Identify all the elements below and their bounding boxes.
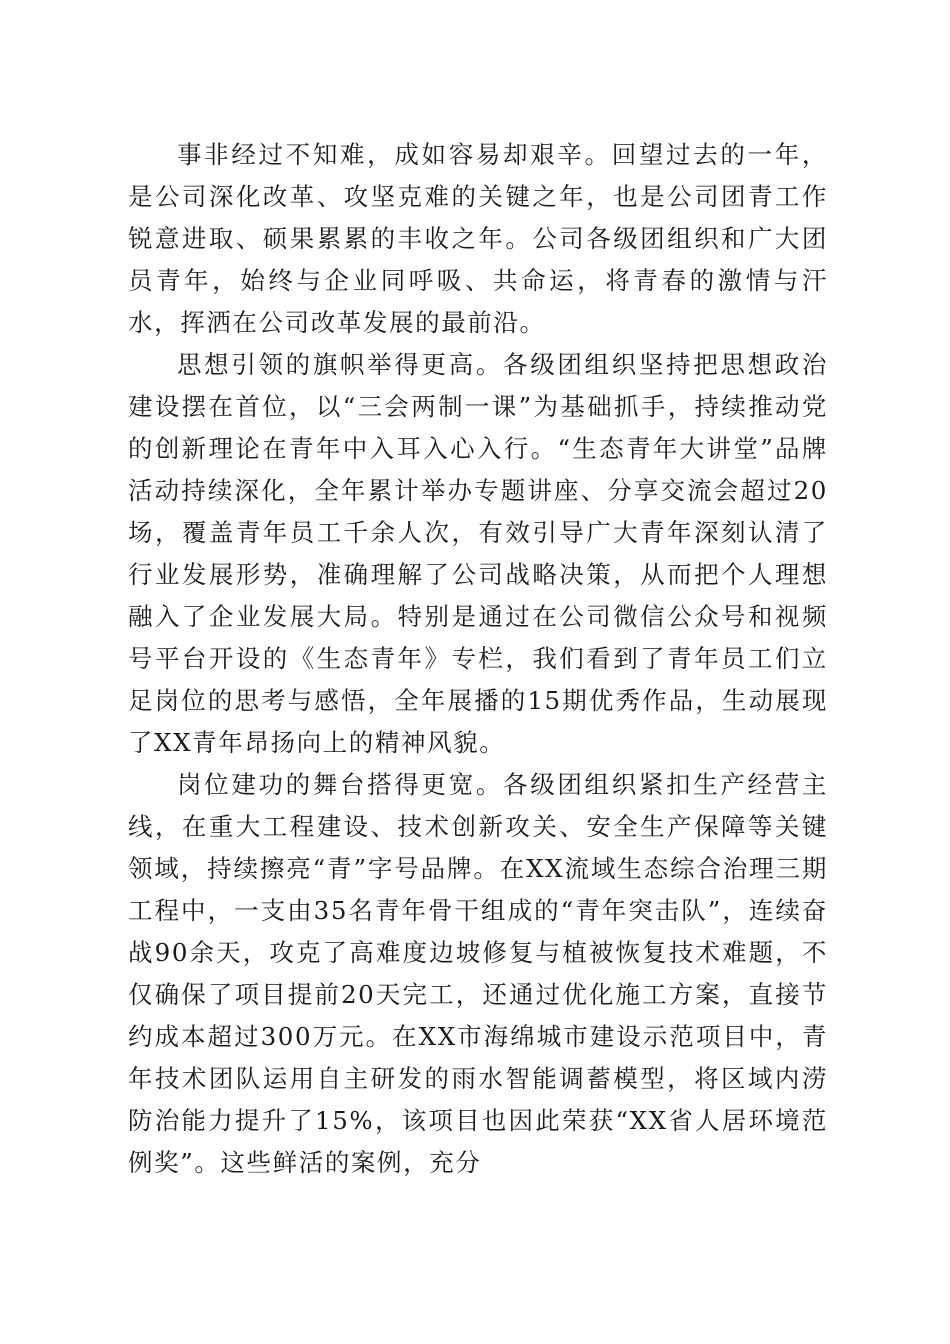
paragraph-review-of-year: 事非经过不知难，成如容易却艰辛。回望过去的一年，是公司深化改革、攻坚克难的关键之年，也是公司团青工作锐意进取、硕果累累的丰收之年。公司各级团组织和广大团员青年，始终与企业同呼吸、共命运，将青春的激情与汗水，挥洒在公司改革发展的最前沿。 bbox=[128, 140, 828, 337]
document-body bbox=[128, 134, 828, 1184]
paragraph-job-contribution: 岗位建功的舞台搭得更宽。各级团组织紧扣生产经营主线，在重大工程建设、技术创新攻关、安全生产保障等关键领域，持续擦亮“青”字号品牌。在XX流域生态综合治理三期工程中，一支由35名青年骨干组成的“青年突击队”，连续奋战90余天，攻克了高难度边坡修复与植被恢复技术难题，不仅确保了项目提前20天完工，还通过优化施工方案，直接节约成本超过300万元。在XX市海绵城市建设示范项目中，青年技术团队运用自主研发的雨水智能调蓄模型，将区域内涝防治能力提升了15%，该项目也因此荣获“XX省人居环境范例奖”。这些鲜活的案例，充分 bbox=[128, 770, 828, 1177]
paragraph-ideological-guidance: 思想引领的旗帜举得更高。各级团组织坚持把思想政治建设摆在首位，以“三会两制一课”为基础抓手，持续推动党的创新理论在青年中入耳入心入行。“生态青年大讲堂”品牌活动持续深化，全年累计举办专题讲座、分享交流会超过20场，覆盖青年员工千余人次，有效引导广大青年深刻认清了行业发展形势，准确理解了公司战略决策，从而把个人理想融入了企业发展大局。特别是通过在公司微信公众号和视频号平台开设的《生态青年》专栏，我们看到了青年员工们立足岗位的思考与感悟，全年展播的15期优秀作品，生动展现了XX青年昂扬向上的精神风貌。 bbox=[128, 350, 828, 757]
